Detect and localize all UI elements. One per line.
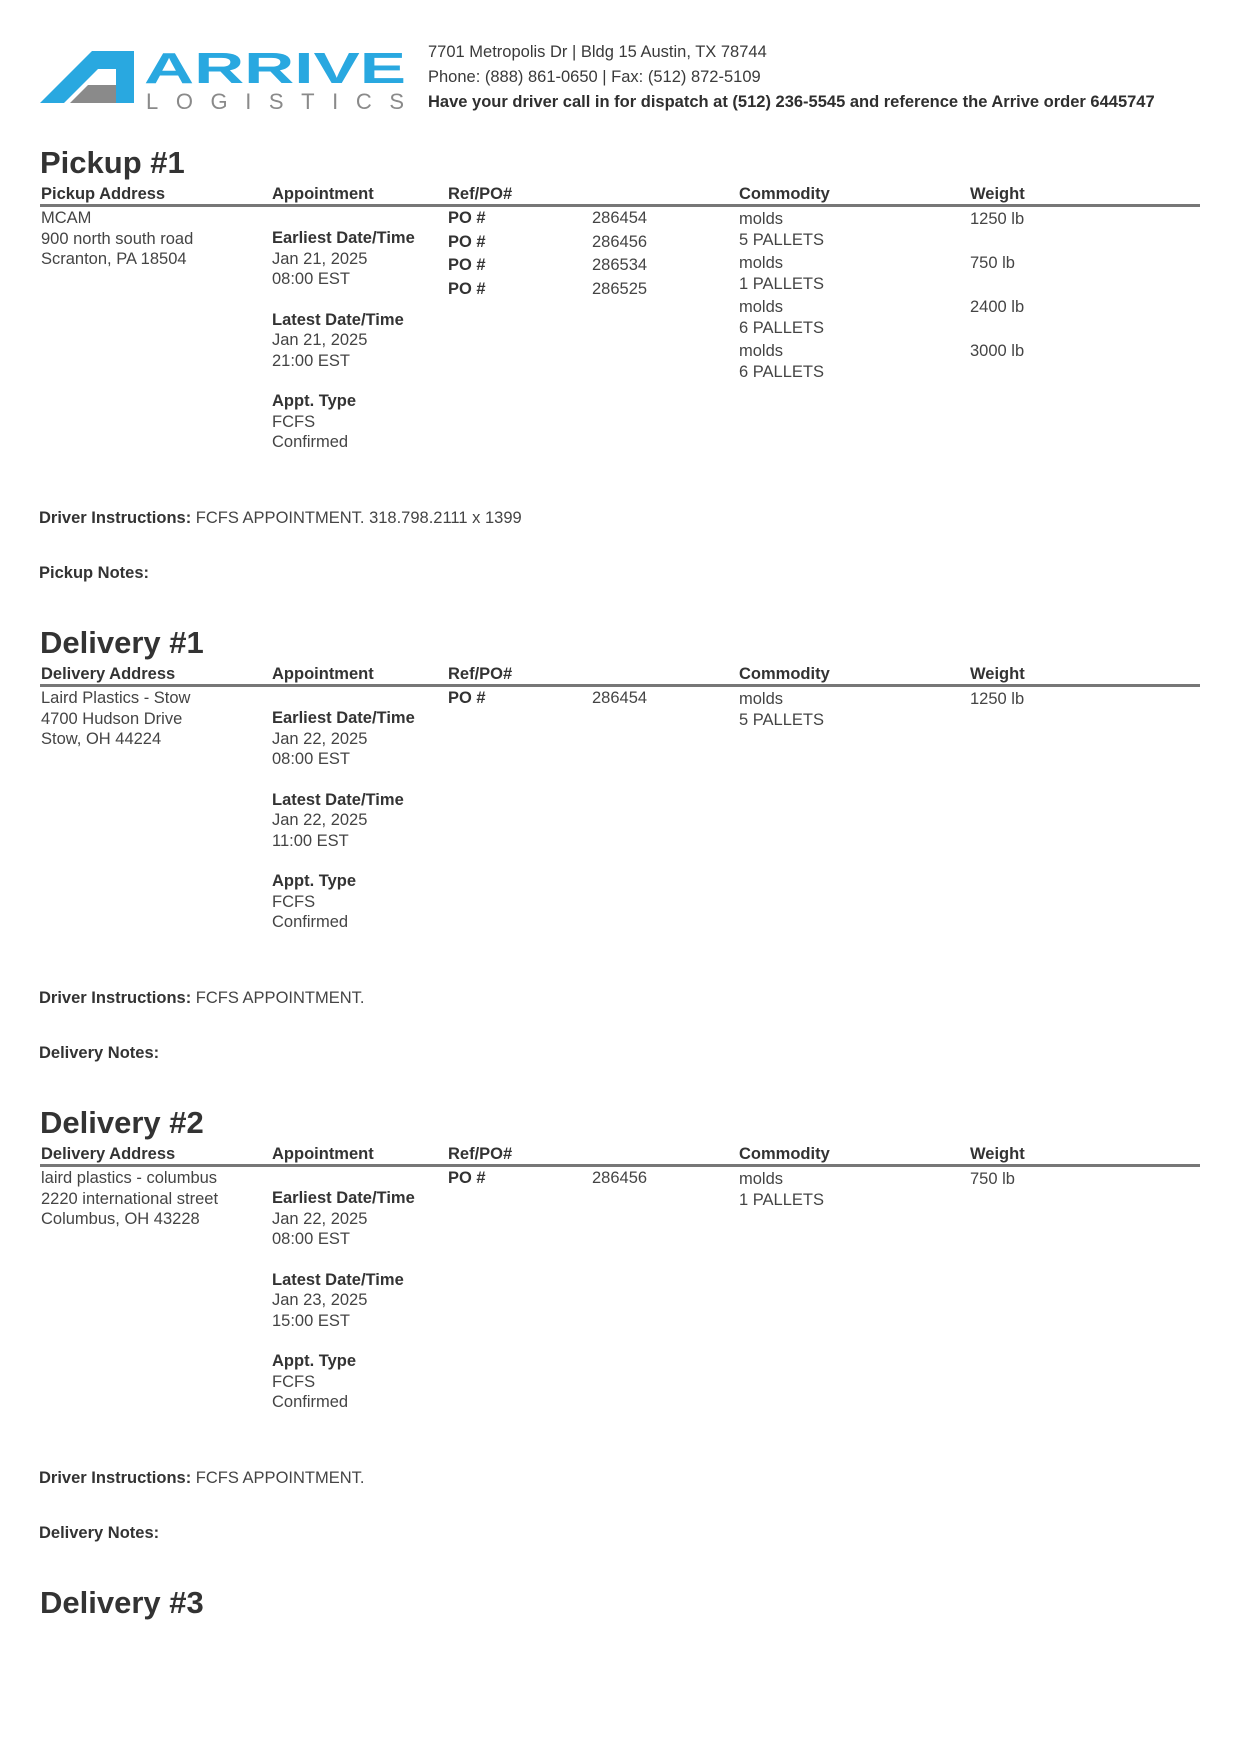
appointment-cell [272,228,415,473]
po-row [448,254,688,278]
latest-time: 15:00 EST [272,1311,350,1330]
pickup-notes-label: Pickup Notes: [39,564,150,582]
appt-type-value: FCFS [272,412,316,431]
po-label: PO # [448,689,486,707]
po-value: 286454 [592,689,648,707]
latest-date: Jan 23, 2025 [272,1291,368,1309]
latest-label: Latest Date/Time [272,310,404,329]
svg-text:ARRIVE: ARRIVE [144,45,406,93]
col-address-header: Delivery Address [41,665,176,683]
driver-instructions-label: Driver Instructions: [39,1469,192,1487]
col-weight-header: Weight [970,185,1025,203]
appt-type-label: Appt. Type [272,392,357,410]
commodity-name: molds [739,1170,784,1188]
weight-value: 1250 lb [970,210,1025,228]
section-title: Delivery #2 [40,1105,204,1140]
table-header [40,183,1200,207]
commodity-qty: 6 PALLETS [739,318,824,337]
weight-value: 750 lb [970,254,1015,272]
col-appointment-header: Appointment [272,665,374,683]
appt-status-value: Confirmed [272,913,349,931]
delivery-notes-label: Delivery Notes: [39,1524,160,1542]
col-appointment-header: Appointment [272,185,374,203]
delivery-3-section [40,1583,1200,1623]
weight-value: 1250 lb [970,690,1025,708]
address-cell [41,1168,218,1230]
weight-cell [970,1169,1015,1213]
company-phone: Phone: (888) 861-0650 | Fax: (512) 872-5109 [428,68,761,86]
appt-type-value: FCFS [272,892,316,911]
pickup-1-notes [39,564,149,583]
company-info [428,40,1155,115]
commodity-qty: 1 PALLETS [739,1190,824,1209]
pickup-1-section [40,143,1200,451]
col-commodity-header: Commodity [739,1145,830,1163]
delivery-2-notes [39,1524,159,1543]
address-line: MCAM [41,209,92,227]
col-commodity-header: Commodity [739,185,830,203]
commodity-cell [739,1169,824,1213]
po-label: PO # [448,232,486,251]
col-address-header: Pickup Address [41,185,166,203]
weight-value: 750 lb [970,1170,1015,1188]
po-row [448,231,688,255]
svg-text:LOGISTICS: LOGISTICS [146,89,404,111]
driver-instructions-value: FCFS APPOINTMENT. [195,989,365,1007]
commodity-cell [739,209,824,385]
delivery-2-driver-instructions [39,1469,364,1488]
earliest-time: 08:00 EST [272,750,350,768]
address-line: 900 north south road [41,229,194,248]
col-address-header: Delivery Address [41,1145,176,1163]
commodity-item [739,297,824,341]
po-value: 286456 [592,232,648,251]
col-weight-header: Weight [970,1145,1025,1163]
po-value: 286454 [592,209,648,227]
po-value: 286456 [592,1169,648,1187]
commodity-item [739,209,824,253]
appt-type-label: Appt. Type [272,872,357,890]
po-row [448,1167,688,1191]
appointment-cell [272,1188,415,1433]
latest-label: Latest Date/Time [272,790,404,809]
earliest-date: Jan 22, 2025 [272,729,368,748]
commodity-item [739,689,824,733]
col-weight-header: Weight [970,665,1025,683]
commodity-item [739,1169,824,1213]
driver-instructions-label: Driver Instructions: [39,509,192,527]
delivery-2-section [40,1103,1200,1411]
driver-instructions-value: FCFS APPOINTMENT. 318.798.2111 x 1399 [195,509,522,527]
address-line: Laird Plastics - Stow [41,689,191,707]
address-line: Stow, OH 44224 [41,730,162,748]
weight-value: 2400 lb [970,298,1025,316]
commodity-qty: 5 PALLETS [739,230,824,249]
address-line: Columbus, OH 43228 [41,1210,200,1228]
section-title: Delivery #1 [40,625,204,660]
commodity-name: molds [739,210,784,228]
earliest-label: Earliest Date/Time [272,1189,415,1207]
company-address: 7701 Metropolis Dr | Bldg 15 Austin, TX 78744 [428,43,767,61]
po-row [448,687,688,711]
appt-type-value: FCFS [272,1372,316,1391]
po-label: PO # [448,1169,486,1187]
latest-date: Jan 22, 2025 [272,811,368,829]
commodity-name: molds [739,298,784,316]
section-title: Delivery #3 [40,1585,204,1620]
delivery-1-section [40,623,1200,931]
commodity-name: molds [739,690,784,708]
weight-cell [970,209,1024,385]
weight-cell [970,689,1024,733]
commodity-name: molds [739,342,784,360]
po-row [448,207,688,231]
appointment-cell [272,708,415,953]
refpo-cell [448,1167,688,1191]
driver-instructions-value: FCFS APPOINTMENT. [195,1469,365,1487]
driver-instructions-label: Driver Instructions: [39,989,192,1007]
appt-status-value: Confirmed [272,1393,349,1411]
earliest-date: Jan 21, 2025 [272,249,368,268]
commodity-item [739,341,824,385]
commodity-qty: 6 PALLETS [739,362,824,381]
po-label: PO # [448,256,486,274]
col-refpo-header: Ref/PO# [448,1145,513,1163]
document-header [40,40,1200,120]
appt-status-value: Confirmed [272,433,349,451]
po-label: PO # [448,279,486,298]
address-line: Scranton, PA 18504 [41,250,187,268]
commodity-qty: 5 PALLETS [739,710,824,729]
table-header [40,663,1200,687]
address-cell [41,208,193,270]
col-commodity-header: Commodity [739,665,830,683]
refpo-cell [448,687,688,711]
col-appointment-header: Appointment [272,1145,374,1163]
earliest-time: 08:00 EST [272,270,350,288]
earliest-label: Earliest Date/Time [272,229,415,247]
refpo-cell [448,207,688,301]
latest-time: 11:00 EST [272,831,349,850]
commodity-item [739,253,824,297]
appt-type-label: Appt. Type [272,1352,357,1370]
po-row [448,278,688,302]
latest-time: 21:00 EST [272,351,350,370]
delivery-notes-label: Delivery Notes: [39,1044,160,1062]
weight-value: 3000 lb [970,342,1025,360]
pickup-1-driver-instructions [39,509,522,528]
commodity-qty: 1 PALLETS [739,274,824,293]
po-value: 286525 [592,279,648,298]
section-title: Pickup #1 [40,145,185,180]
earliest-time: 08:00 EST [272,1230,350,1248]
col-refpo-header: Ref/PO# [448,665,513,683]
po-label: PO # [448,209,486,227]
dispatch-instructions: Have your driver call in for dispatch at (512) 236-5545 and reference the Arrive order 6445747 [428,93,1155,111]
latest-label: Latest Date/Time [272,1270,404,1289]
arrive-logistics-logo [40,45,410,111]
col-refpo-header: Ref/PO# [448,185,513,203]
latest-date: Jan 21, 2025 [272,331,368,349]
earliest-label: Earliest Date/Time [272,709,415,727]
po-value: 286534 [592,256,648,274]
table-header [40,1143,1200,1167]
delivery-1-notes [39,1044,159,1063]
commodity-name: molds [739,254,784,272]
commodity-cell [739,689,824,733]
earliest-date: Jan 22, 2025 [272,1209,368,1228]
delivery-1-driver-instructions [39,989,364,1008]
address-line: 2220 international street [41,1189,219,1208]
address-line: laird plastics - columbus [41,1169,218,1187]
address-cell [41,688,190,750]
address-line: 4700 Hudson Drive [41,709,183,728]
